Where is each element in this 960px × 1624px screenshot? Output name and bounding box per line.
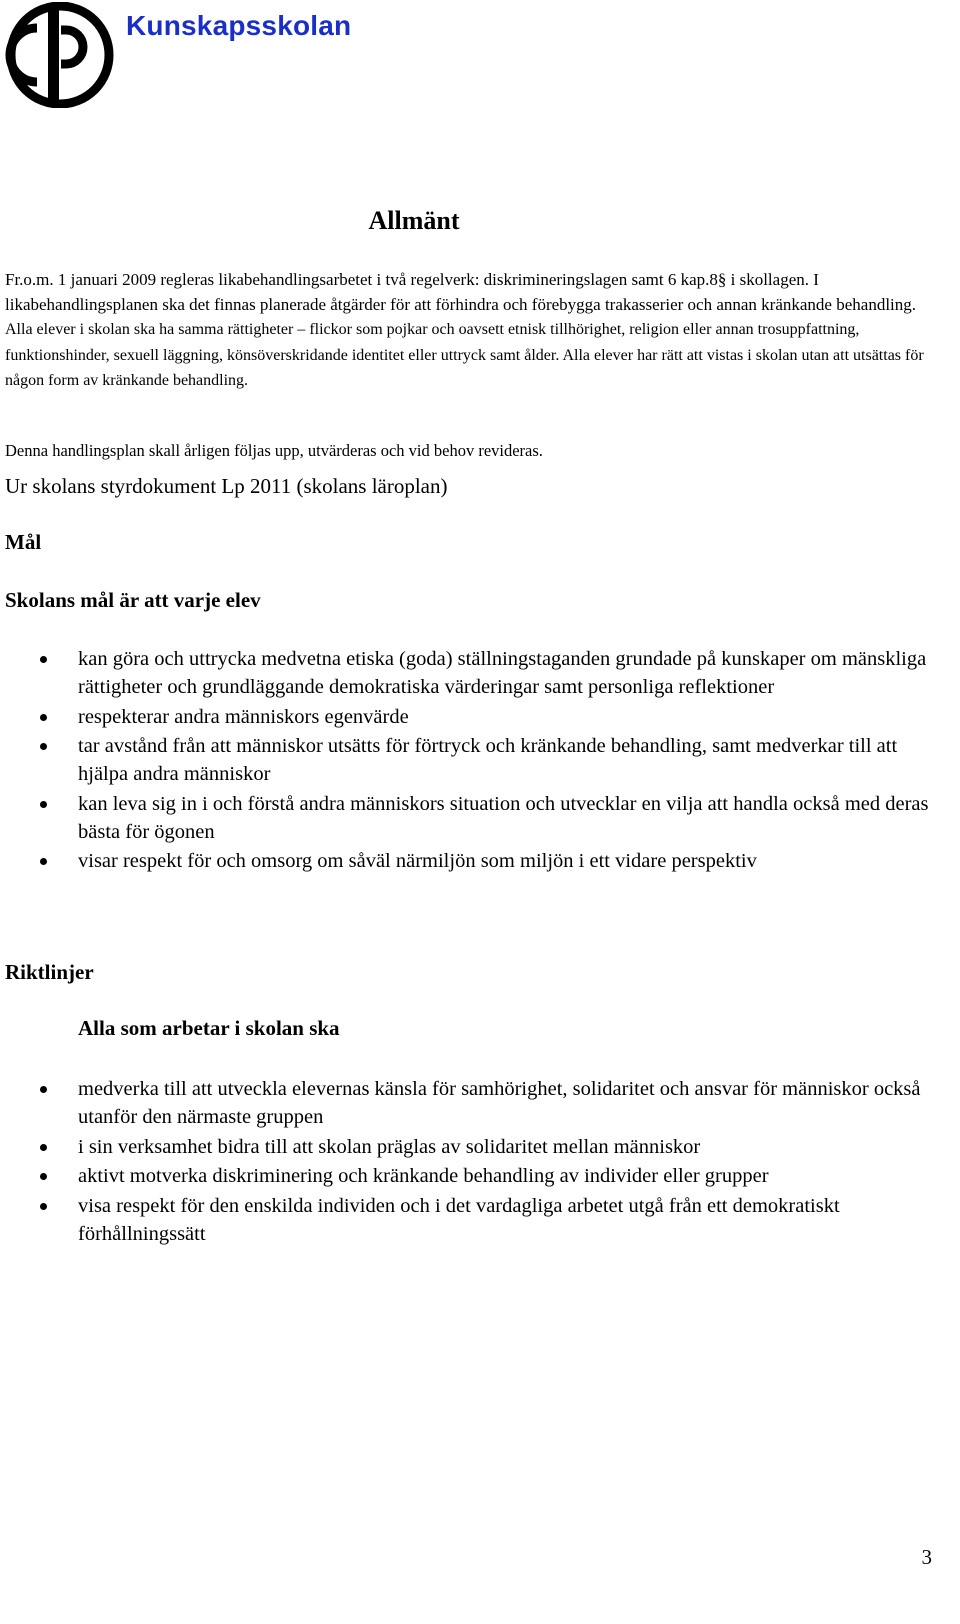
bullet-icon — [40, 656, 47, 663]
bullet-icon — [40, 1173, 47, 1180]
goal-heading: Mål — [5, 530, 42, 554]
list-item: visa respekt för den enskilda individen och i det vardagliga arbetet utgå från ett demokratiskt förhållningssätt — [0, 1192, 930, 1248]
bullet-icon — [40, 801, 47, 808]
guidelines-heading: Riktlinjer — [5, 960, 94, 984]
list-item: aktivt motverka diskriminering och kränkande behandling av individer eller grupper — [0, 1162, 930, 1190]
list-item: kan leva sig in i och förstå andra människors situation och utvecklar en vilja att handla också med deras bästa för ögonen — [0, 790, 930, 846]
bullet-icon — [40, 743, 47, 750]
page-number: 3 — [921, 1545, 932, 1569]
intro-lead: Fr.o.m. 1 januari 2009 regleras likabehandlingsarbetet i två regelverk: diskrimineringslagen samt 6 kap.8§ i skollagen. I likabehandlingsplanen ska det finnas planerade åtgärder för att förhindra och förebygga trakasserier och annan kränkande behandling. — [5, 270, 917, 314]
list-item: medverka till att utveckla elevernas känsla för samhörighet, solidaritet och ansvar för människor också utanför den närmaste gruppen — [0, 1075, 930, 1131]
brand-name: Kunskapsskolan — [126, 10, 352, 41]
intro-paragraph — [5, 268, 925, 394]
kunskapsskolan-logo — [4, 2, 116, 108]
guidelines-list — [0, 1075, 930, 1249]
bullet-icon — [40, 714, 47, 721]
bullet-icon — [40, 1086, 47, 1093]
list-item: visar respekt för och omsorg om såväl närmiljön som miljön i ett vidare perspektiv — [0, 847, 930, 875]
bullet-icon — [40, 858, 47, 865]
list-item: respekterar andra människors egenvärde — [0, 703, 930, 731]
review-paragraph: Denna handlingsplan skall årligen följas upp, utvärderas och vid behov revideras. — [5, 441, 543, 460]
goals-list — [0, 645, 930, 877]
list-item: kan göra och uttrycka medvetna etiska (goda) ställningstaganden grundade på kunskaper om mänskliga rättigheter och grundläggande demokratiska värderingar samt personliga reflektioner — [0, 645, 930, 701]
curriculum-heading: Ur skolans styrdokument Lp 2011 (skolans läroplan) — [5, 474, 448, 498]
guidelines-subheading: Alla som arbetar i skolan ska — [78, 1016, 340, 1040]
intro-rights: Alla elever i skolan ska ha samma rättigheter – flickor som pojkar och oavsett etnisk tillhörighet, religion eller annan trosuppfattning, funktionshinder, sexuell läggning, könsöverskridande identitet eller uttryck samt ålder. Alla elever har rätt att vistas i skolan utan att utsättas för någon form av kränkande behandling. — [5, 321, 924, 389]
school-goal-heading: Skolans mål är att varje elev — [5, 588, 261, 612]
bullet-icon — [40, 1203, 47, 1210]
page-title: Allmänt — [368, 206, 460, 235]
list-item: i sin verksamhet bidra till att skolan präglas av solidaritet mellan människor — [0, 1133, 930, 1161]
list-item: tar avstånd från att människor utsätts för förtryck och kränkande behandling, samt medverkar till att hjälpa andra människor — [0, 732, 930, 788]
bullet-icon — [40, 1144, 47, 1151]
